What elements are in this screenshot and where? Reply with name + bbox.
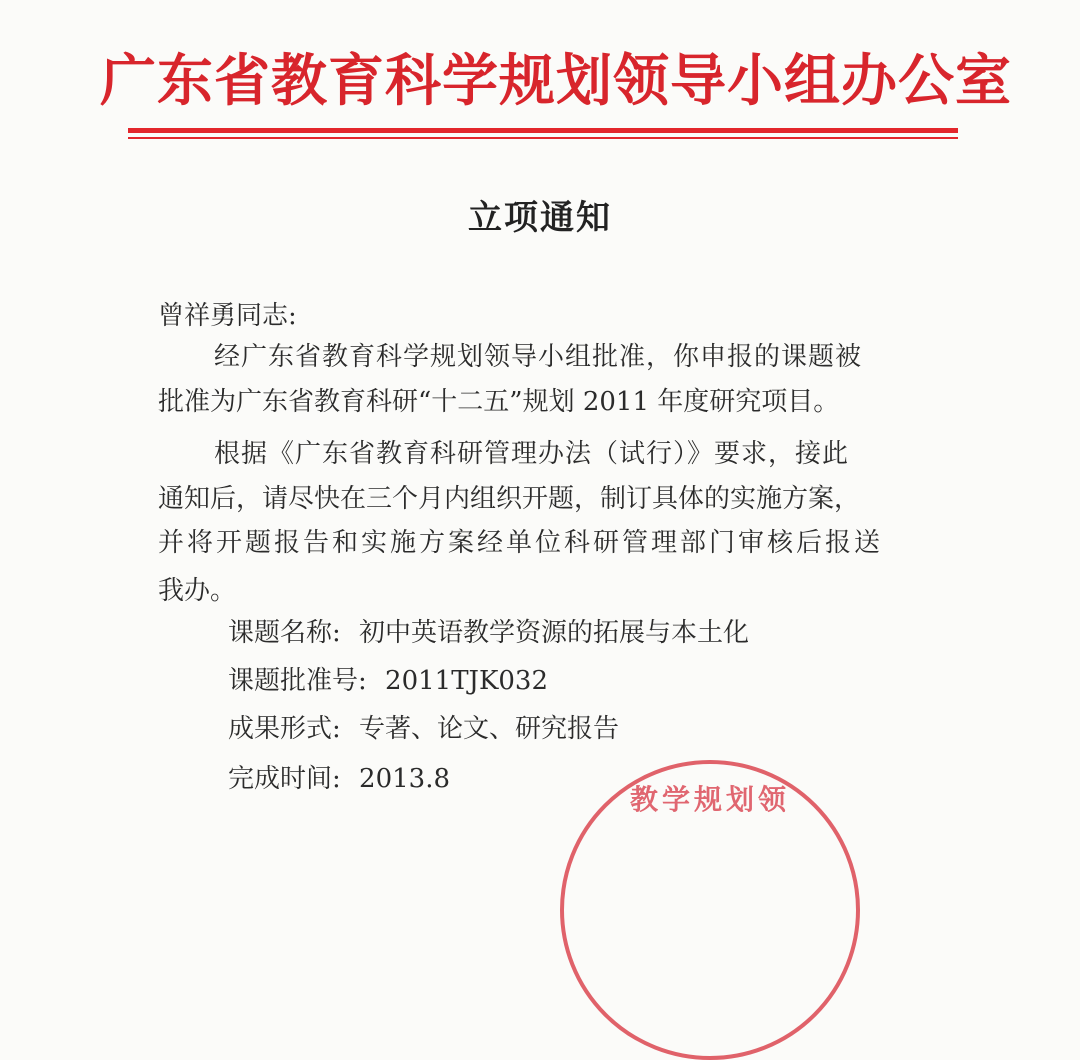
paragraph-2-line-1: 根据《广东省教育科研管理办法（试行）》要求，接此 bbox=[214, 439, 850, 469]
salutation: 曾祥勇同志: bbox=[158, 301, 297, 331]
field-value: 初中英语教学资源的拓展与本土化 bbox=[359, 618, 750, 648]
paragraph-2-line-2: 通知后，请尽快在三个月内组织开题，制订具体的实施方案， bbox=[158, 484, 861, 514]
field-project-name bbox=[228, 612, 749, 649]
letterhead-title: 广东省教育科学规划领导小组办公室 bbox=[100, 49, 1012, 114]
paragraph-1-line-1: 经广东省教育科学规划领导小组批准，你申报的课题被 bbox=[214, 342, 863, 372]
field-label: 课题批准号: bbox=[228, 666, 367, 696]
paragraph-1-line-2: 批准为广东省教育科研“十二五”规划 2011 年度研究项目。 bbox=[158, 387, 840, 417]
field-value: 2013.8 bbox=[359, 764, 451, 794]
seal-text: 教学规划领 bbox=[629, 783, 790, 816]
field-label: 完成时间: bbox=[228, 764, 341, 794]
document-title: 立项通知 bbox=[468, 198, 612, 238]
field-completion-time bbox=[228, 758, 450, 795]
paragraph-2-line-4: 我办。 bbox=[158, 576, 237, 606]
field-result-form bbox=[228, 708, 619, 745]
paragraph-2-line-3: 并将开题报告和实施方案经单位科研管理部门审核后报送 bbox=[158, 528, 884, 558]
field-value: 2011TJK032 bbox=[385, 666, 549, 696]
field-label: 课题名称: bbox=[228, 618, 341, 648]
field-approval-number bbox=[228, 660, 548, 697]
letterhead-rule-thick bbox=[128, 128, 958, 133]
letterhead-rule-thin bbox=[128, 137, 958, 139]
field-label: 成果形式: bbox=[228, 714, 341, 744]
official-seal-stamp bbox=[560, 760, 860, 1060]
field-value: 专著、论文、研究报告 bbox=[359, 714, 620, 744]
